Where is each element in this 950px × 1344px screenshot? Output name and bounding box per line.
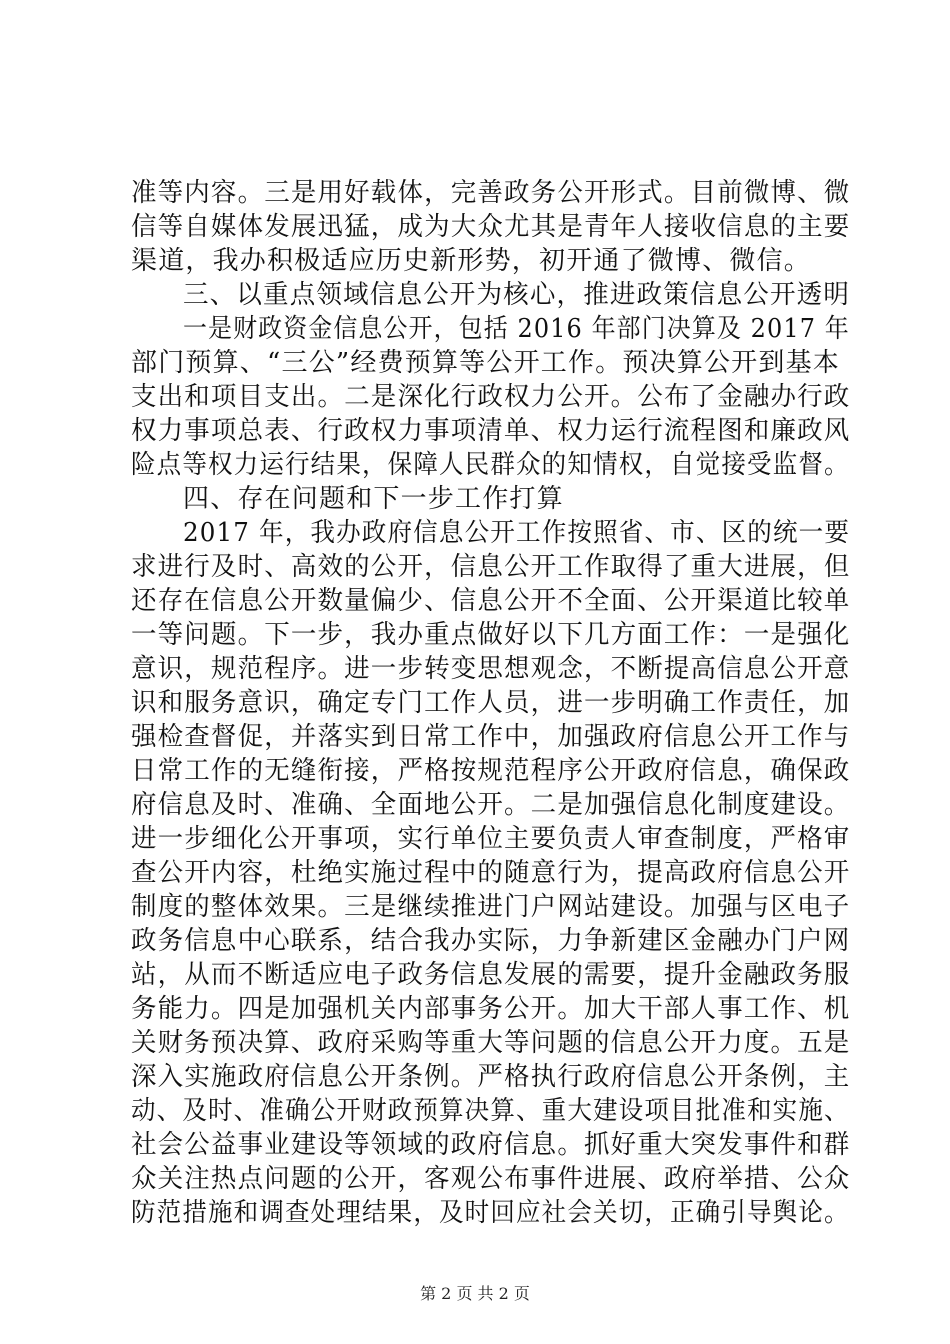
body-text-line: 动、及时、准确公开财政预算决算、重大建设项目批准和实施、 bbox=[131, 1096, 850, 1126]
body-text-line: 政务信息中心联系，结合我办实际，力争新建区金融办门户网 bbox=[131, 926, 851, 956]
body-text-line: 查公开内容，杜绝实施过程中的随意行为，提高政府信息公开 bbox=[131, 858, 851, 888]
body-text-line: 府信息及时、准确、全面地公开。二是加强信息化制度建设。 bbox=[131, 790, 851, 820]
body-text-line: 一等问题。下一步，我办重点做好以下几方面工作：一是强化 bbox=[131, 620, 851, 650]
body-text-line: 务能力。四是加强机关内部事务公开。加大干部人事工作、机 bbox=[131, 994, 851, 1024]
body-text-line: 支出和项目支出。二是深化行政权力公开。公布了金融办行政 bbox=[131, 382, 851, 412]
body-text-line: 求进行及时、高效的公开，信息公开工作取得了重大进展，但 bbox=[131, 552, 851, 582]
section-heading-4: 四、存在问题和下一步工作打算 bbox=[183, 484, 564, 514]
body-text-line: 险点等权力运行结果，保障人民群众的知情权，自觉接受监督。 bbox=[131, 450, 850, 480]
body-text-line: 意识，规范程序。进一步转变思想观念，不断提高信息公开意 bbox=[131, 654, 851, 684]
body-text-line: 深入实施政府信息公开条例。严格执行政府信息公开条例，主 bbox=[131, 1062, 851, 1092]
body-text-line: 日常工作的无缝衔接，严格按规范程序公开政府信息，确保政 bbox=[131, 756, 851, 786]
body-text-line: 关财务预决算、政府采购等重大等问题的信息公开力度。五是 bbox=[131, 1028, 851, 1058]
body-text-line: 进一步细化公开事项，实行单位主要负责人审查制度，严格审 bbox=[131, 824, 851, 854]
body-text-line: 准等内容。三是用好载体，完善政务公开形式。目前微博、微 bbox=[131, 178, 851, 208]
page-footer: 第 2 页 共 2 页 bbox=[420, 1284, 530, 1303]
section-heading-3: 三、以重点领域信息公开为核心，推进政策信息公开透明 bbox=[183, 280, 851, 310]
body-text-line: 部门预算、“三公”经费预算等公开工作。预决算公开到基本 bbox=[131, 348, 840, 378]
body-text-line: 识和服务意识，确定专门工作人员，进一步明确工作责任，加 bbox=[131, 688, 851, 718]
body-text-line: 社会公益事业建设等领域的政府信息。抓好重大突发事件和群 bbox=[131, 1130, 851, 1160]
body-text-line: 一是财政资金信息公开，包括 2016 年部门决算及 2017 年 bbox=[183, 314, 850, 344]
body-text-line: 渠道，我办积极适应历史新形势，初开通了微博、微信。 bbox=[131, 246, 812, 276]
body-text-line: 权力事项总表、行政权力事项清单、权力运行流程图和廉政风 bbox=[131, 416, 851, 446]
body-text-line: 还存在信息公开数量偏少、信息公开不全面、公开渠道比较单 bbox=[131, 586, 851, 616]
body-text-line: 强检查督促，并落实到日常工作中，加强政府信息公开工作与 bbox=[131, 722, 851, 752]
body-text-line: 制度的整体效果。三是继续推进门户网站建设。加强与区电子 bbox=[131, 892, 851, 922]
body-text-line: 防范措施和调查处理结果，及时回应社会关切，正确引导舆论。 bbox=[131, 1198, 850, 1228]
body-text-line: 信等自媒体发展迅猛，成为大众尤其是青年人接收信息的主要 bbox=[131, 212, 851, 242]
body-text-line: 2017 年，我办政府信息公开工作按照省、市、区的统一要 bbox=[183, 518, 851, 548]
body-text-line: 站，从而不断适应电子政务信息发展的需要，提升金融政务服 bbox=[131, 960, 851, 990]
body-text-line: 众关注热点问题的公开，客观公布事件进展、政府举措、公众 bbox=[131, 1164, 851, 1194]
